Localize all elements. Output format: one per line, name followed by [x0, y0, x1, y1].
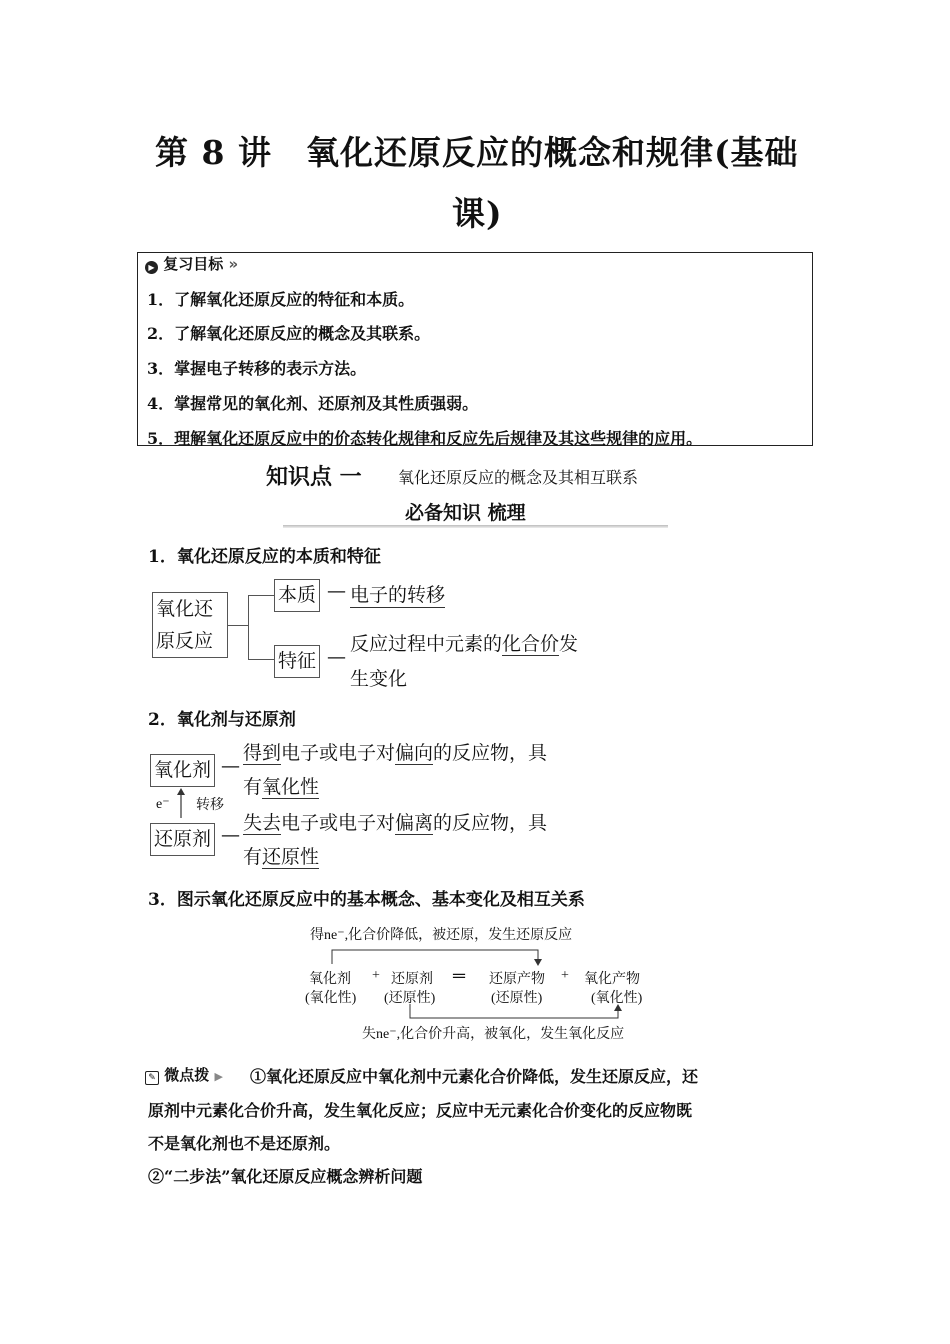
- tip-item-two: ②“二步法”氧化还原反应概念辨析问题: [148, 1167, 423, 1186]
- electron-label: e⁻: [156, 797, 170, 812]
- tip-label: ✎ 微点拨 ▶: [145, 1064, 223, 1085]
- reduction-product-term: 还原产物: [489, 972, 545, 987]
- page-title-cont: 课): [452, 194, 503, 233]
- tip-paragraph-cont: 不是氧化剂也不是还原剂。: [148, 1134, 341, 1153]
- heading-oxidant-reductant: 2．氧化剂与还原剂: [148, 710, 296, 730]
- edit-icon: ✎: [145, 1071, 159, 1085]
- transfer-label: 转移: [196, 798, 224, 813]
- oxidant-property: (氧化性): [305, 991, 357, 1006]
- knowledge-point-subtitle: 氧化还原反应的概念及其相互联系: [398, 468, 639, 487]
- reductant-term: 还原剂: [391, 972, 433, 987]
- oxidant-term: 氧化剂: [309, 972, 351, 987]
- oxidant-dash: —: [221, 755, 240, 777]
- equals-sign: ═: [453, 966, 466, 985]
- feature-dash: —: [327, 646, 346, 668]
- tree-line: [248, 595, 274, 596]
- tree-line: [248, 595, 249, 659]
- redox-reaction-box: 氧化还 原反应: [152, 592, 228, 658]
- oxidant-box: 氧化剂: [150, 754, 215, 787]
- play-circle-icon: ▶: [145, 261, 158, 274]
- goal-item: 5．理解氧化还原反应中的价态转化规律和反应先后规律及其这些规律的应用。: [147, 429, 703, 448]
- oxidant-def-cont: 有氧化性: [243, 776, 320, 798]
- heading-essence-feature: 1．氧化还原反应的本质和特征: [148, 547, 381, 567]
- oxidation-path-label: 失ne⁻,化合价升高，被氧化，发生氧化反应: [362, 1027, 625, 1042]
- plus-sign: +: [372, 968, 380, 983]
- review-goals-box: [137, 252, 813, 446]
- reductant-def: 失去电子或电子对偏离的反应物，具: [243, 812, 548, 834]
- goal-item: 1．了解氧化还原反应的特征和本质。: [147, 290, 415, 309]
- reductant-property: (还原性): [384, 991, 436, 1006]
- tree-line: [248, 659, 274, 660]
- triangle-right-icon: ▶: [214, 1070, 223, 1083]
- reductant-dash: —: [221, 824, 240, 846]
- goal-item: 2．了解氧化还原反应的概念及其联系。: [147, 324, 431, 343]
- feature-box: 特征: [274, 645, 320, 678]
- oxidant-def: 得到电子或电子对偏向的反应物，具: [243, 742, 548, 764]
- essence-box: 本质: [274, 579, 320, 612]
- banner-divider: [283, 525, 668, 528]
- heading-relationship: 3．图示氧化还原反应中的基本概念、基本变化及相互关系: [148, 890, 585, 910]
- knowledge-point-heading: 知识点 一: [266, 465, 362, 490]
- reductant-def-cont: 有还原性: [243, 846, 320, 868]
- reduction-product-property: (还原性): [491, 991, 543, 1006]
- tip-paragraph: ①氧化还原反应中氧化剂中元素化合价降低，发生还原反应，还: [250, 1067, 699, 1086]
- feature-text: 反应过程中元素的化合价发: [350, 633, 579, 655]
- plus-sign: +: [561, 968, 569, 983]
- up-arrow-icon: [176, 788, 186, 818]
- review-goals-heading: ▶ 复习目标 »: [145, 253, 238, 274]
- goal-item: 4．掌握常见的氧化剂、还原剂及其性质强弱。: [147, 394, 479, 413]
- goal-item: 3．掌握电子转移的表示方法。: [147, 359, 367, 378]
- tip-paragraph-cont: 原剂中元素化合价升高，发生氧化反应；反应中无元素化合价变化的反应物既: [148, 1101, 693, 1120]
- oxidation-product-term: 氧化产物: [584, 972, 640, 987]
- essence-dash: —: [327, 580, 346, 602]
- reductant-box: 还原剂: [150, 823, 215, 856]
- page-title: 第 8 讲 氧化还原反应的概念和规律(基础: [155, 133, 799, 172]
- tree-line: [228, 625, 248, 626]
- double-chevron-icon: »: [228, 255, 239, 273]
- essential-knowledge-banner: 必备知识 梳理: [405, 502, 526, 524]
- oxidation-product-property: (氧化性): [591, 991, 643, 1006]
- feature-text-cont: 生变化: [350, 668, 408, 690]
- essence-text: 电子的转移: [350, 580, 445, 608]
- reduction-path-label: 得ne⁻,化合价降低，被还原，发生还原反应: [310, 928, 573, 943]
